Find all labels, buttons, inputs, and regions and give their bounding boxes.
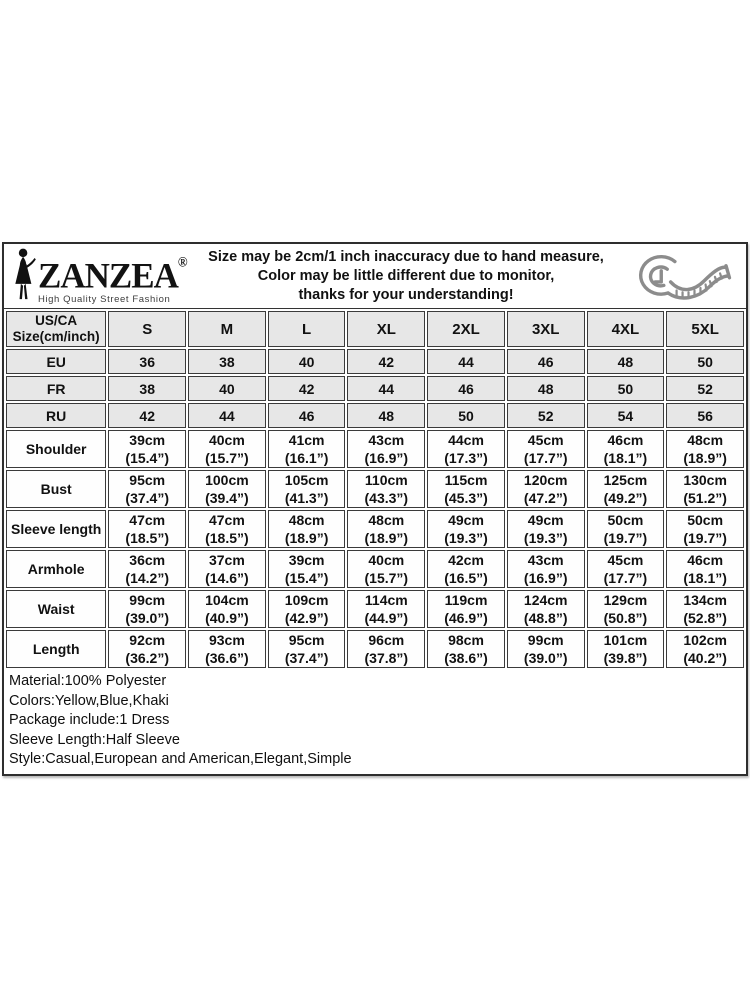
size-value-cell: 40 [268,349,346,374]
size-header-cell: 3XL [507,311,585,347]
measure-value-cell: 39cm (15.4”) [108,430,186,468]
measure-value-cell: 95cm (37.4”) [268,630,346,668]
size-value-cell: 56 [666,403,744,428]
size-value-cell: 38 [108,376,186,401]
table-row-ru [6,403,744,428]
corner-header-cell: US/CA Size(cm/inch) [6,311,106,347]
detail-line-1: Material:100% Polyester [9,673,167,689]
row-label-cell: Waist [6,590,106,628]
table-header-row [6,311,744,347]
row-label-cell: FR [6,376,106,401]
table-row-waist [6,590,744,628]
size-value-cell: 42 [347,349,425,374]
size-chart-sheet [2,242,748,776]
measure-value-cell: 105cm (41.3”) [268,470,346,508]
measure-value-cell: 95cm (37.4”) [108,470,186,508]
size-disclaimer [190,248,622,305]
measuring-tape-icon [628,247,732,305]
table-row-sleeve-length [6,510,744,548]
measure-value-cell: 101cm (39.8”) [587,630,665,668]
measure-value-cell: 104cm (40.9”) [188,590,266,628]
measure-value-cell: 110cm (43.3”) [347,470,425,508]
registered-mark: ® [177,253,188,270]
measure-value-cell: 115cm (45.3”) [427,470,505,508]
row-label-cell: Sleeve length [6,510,106,548]
brand-name-text: ZANZEA [38,254,178,296]
size-header-cell: 2XL [427,311,505,347]
measure-value-cell: 42cm (16.5”) [427,550,505,588]
measure-value-cell: 49cm (19.3”) [507,510,585,548]
size-value-cell: 48 [347,403,425,428]
measure-value-cell: 120cm (47.2”) [507,470,585,508]
measure-value-cell: 44cm (17.3”) [427,430,505,468]
measure-value-cell: 125cm (49.2”) [587,470,665,508]
brand-logo [8,248,190,304]
size-header-cell: 4XL [587,311,665,347]
size-value-cell: 42 [108,403,186,428]
measure-value-cell: 98cm (38.6”) [427,630,505,668]
detail-line-5: Style:Casual,European and American,Elegant,Simple [9,751,352,767]
size-header-cell: XL [347,311,425,347]
size-header-cell: S [108,311,186,347]
detail-line-4: Sleeve Length:Half Sleeve [9,731,180,748]
size-value-cell: 44 [347,376,425,401]
measure-value-cell: 114cm (44.9”) [347,590,425,628]
table-row-bust [6,470,744,508]
size-value-cell: 50 [587,376,665,401]
size-value-cell: 42 [268,376,346,401]
disclaimer-line-3: thanks for your understanding! [298,286,514,303]
measure-value-cell: 41cm (16.1”) [268,430,346,468]
size-value-cell: 40 [188,376,266,401]
measure-value-cell: 37cm (14.6”) [188,550,266,588]
measure-value-cell: 46cm (18.1”) [587,430,665,468]
product-details [4,670,746,774]
measure-value-cell: 50cm (19.7”) [666,510,744,548]
table-row-armhole [6,550,744,588]
measure-value-cell: 48cm (18.9”) [268,510,346,548]
size-value-cell: 52 [666,376,744,401]
size-value-cell: 44 [188,403,266,428]
measure-value-cell: 50cm (19.7”) [587,510,665,548]
measure-value-cell: 99cm (39.0”) [108,590,186,628]
row-label-cell: EU [6,349,106,374]
measure-value-cell: 134cm (52.8”) [666,590,744,628]
measure-value-cell: 130cm (51.2”) [666,470,744,508]
size-value-cell: 36 [108,349,186,374]
measure-value-cell: 124cm (48.8”) [507,590,585,628]
woman-silhouette-icon [12,248,36,304]
size-value-cell: 46 [427,376,505,401]
measure-value-cell: 39cm (15.4”) [268,550,346,588]
measure-value-cell: 48cm (18.9”) [347,510,425,548]
size-table [4,309,746,670]
row-label-cell: Length [6,630,106,668]
measure-value-cell: 40cm (15.7”) [347,550,425,588]
measure-value-cell: 45cm (17.7”) [587,550,665,588]
measure-value-cell: 46cm (18.1”) [666,550,744,588]
measure-value-cell: 45cm (17.7”) [507,430,585,468]
measure-value-cell: 47cm (18.5”) [108,510,186,548]
measure-value-cell: 40cm (15.7”) [188,430,266,468]
row-label-cell: Shoulder [6,430,106,468]
measure-value-cell: 48cm (18.9”) [666,430,744,468]
measure-value-cell: 99cm (39.0”) [507,630,585,668]
header [4,244,746,309]
size-value-cell: 52 [507,403,585,428]
measure-value-cell: 43cm (16.9”) [507,550,585,588]
measure-value-cell: 92cm (36.2”) [108,630,186,668]
measure-value-cell: 93cm (36.6”) [188,630,266,668]
measure-value-cell: 47cm (18.5”) [188,510,266,548]
row-label-cell: Armhole [6,550,106,588]
brand-name [38,253,188,296]
table-row-length [6,630,744,668]
measure-value-cell: 119cm (46.9”) [427,590,505,628]
measure-value-cell: 96cm (37.8”) [347,630,425,668]
measure-value-cell: 129cm (50.8”) [587,590,665,628]
size-value-cell: 48 [587,349,665,374]
size-value-cell: 50 [427,403,505,428]
table-row-shoulder [6,430,744,468]
size-value-cell: 38 [188,349,266,374]
table-row-fr [6,376,744,401]
measure-value-cell: 100cm (39.4”) [188,470,266,508]
measure-value-cell: 43cm (16.9”) [347,430,425,468]
disclaimer-line-2: Color may be little different due to monitor, [257,267,555,284]
detail-line-3: Package include:1 Dress [9,712,170,728]
detail-line-2: Colors:Yellow,Blue,Khaki [9,692,169,709]
row-label-cell: Bust [6,470,106,508]
measure-value-cell: 109cm (42.9”) [268,590,346,628]
table-row-eu [6,349,744,374]
brand-tagline: High Quality Street Fashion [38,293,171,305]
measure-value-cell: 36cm (14.2”) [108,550,186,588]
size-value-cell: 46 [268,403,346,428]
size-header-cell: L [268,311,346,347]
measure-value-cell: 102cm (40.2”) [666,630,744,668]
size-value-cell: 46 [507,349,585,374]
size-value-cell: 44 [427,349,505,374]
size-value-cell: 50 [666,349,744,374]
brand-text-block [38,253,188,305]
size-value-cell: 48 [507,376,585,401]
size-header-cell: M [188,311,266,347]
disclaimer-line-1: Size may be 2cm/1 inch inaccuracy due to hand measure, [208,248,604,265]
size-value-cell: 54 [587,403,665,428]
measure-value-cell: 49cm (19.3”) [427,510,505,548]
row-label-cell: RU [6,403,106,428]
size-header-cell: 5XL [666,311,744,347]
